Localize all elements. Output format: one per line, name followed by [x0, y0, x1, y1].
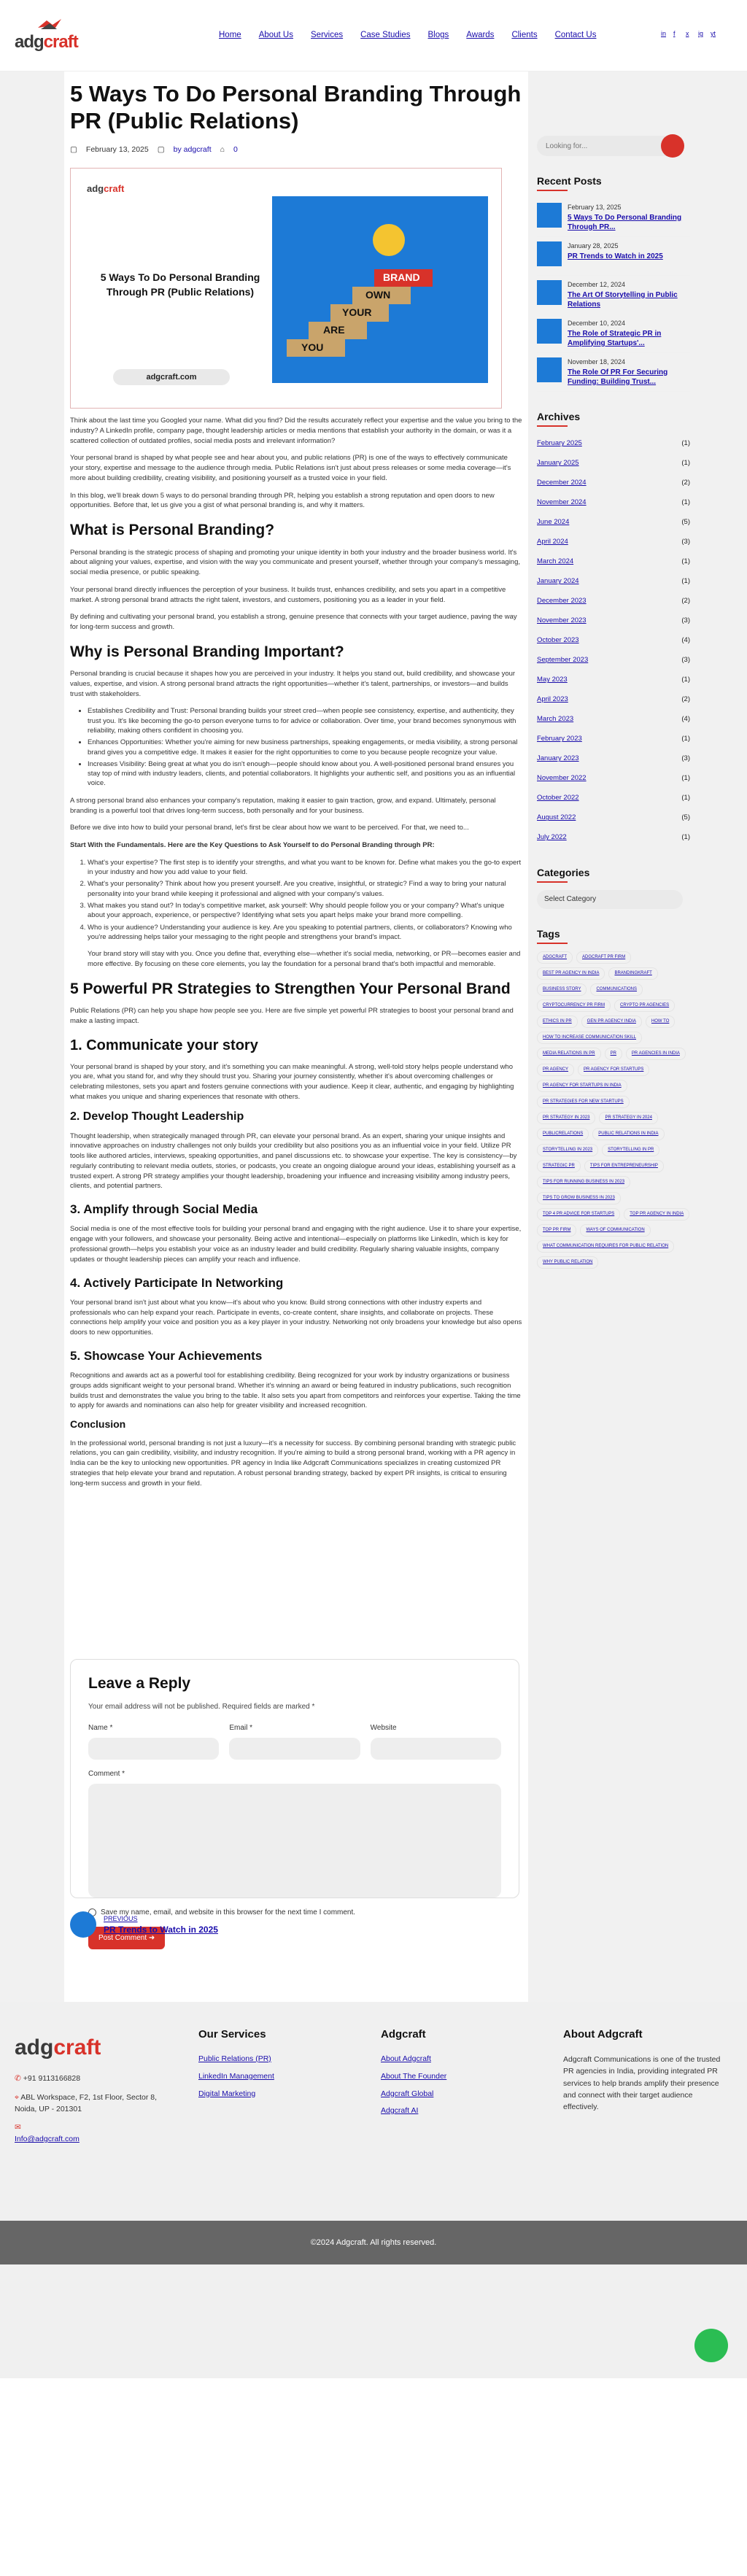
tag-link[interactable]: TIPS TO GROW BUSINESS IN 2023 [537, 1192, 621, 1204]
tag-link[interactable]: WHAT COMMUNICATION REQUIRES FOR PUBLIC RELATION [537, 1240, 674, 1253]
archive-item [537, 808, 690, 828]
tag-link[interactable]: HOW TO [646, 1016, 675, 1028]
heading-why: Why is Personal Branding Important? [70, 643, 344, 660]
recent-post-link[interactable]: The Role Of PR For Securing Funding: Building Trust... [568, 368, 668, 386]
paragraph: Your personal brand isn't just about what you know—it's about who you know. Build strong connections with other industry experts and professionals who can help expand your reach. Participate in events, co-create content, share insights, and collaborate on projects. These connections help amplify your voice and position you as a key player in your industry. Networking not only broadens your knowledge but also opens doors to new opportunities. [70, 1298, 522, 1337]
youtube-icon[interactable]: yt [711, 30, 716, 37]
tag-link[interactable]: WHY PUBLIC RELATION [537, 1256, 598, 1269]
main-nav [219, 29, 596, 42]
tag-link[interactable]: STORYTELLING IN 2023 [537, 1144, 598, 1156]
paragraph: In this blog, we'll break down 5 ways to do personal branding through PR, helping you establish a strong reputation and open doors to new opportunities. Before that, let us give you a gist of what personal branding is, and why it matters. [70, 491, 495, 510]
list-item: • Enhances Opportunities: Whether you're aiming for new business partnerships, speaking engagements, or media visibility, a strong personal brand gives you a competitive edge. It makes it easier for the right opportunities to come to you because people recognize your value. [88, 738, 522, 757]
nav-about[interactable]: About Us [258, 31, 293, 39]
tag-link[interactable]: TOP PR FIRM [537, 1224, 576, 1237]
list-item: • Increases Visibility: Being great at what you do isn't enough—people should know about you. A well-positioned personal brand ensures you stay top of mind with industry leaders, clients, and potential collaborators. It highlights your authentic self, and positions you as an influential voice. [88, 759, 522, 789]
copyright-bar: ©2024 Adgcraft. All rights reserved. [0, 2221, 747, 2264]
paragraph: Thought leadership, when strategically managed through PR, can elevate your personal brand. As an expert, sharing your unique insights and innovative approaches on industry challenges not only builds your credibility but also positions you as an influential voice in your field. Utilize PR tools like authored articles, interviews, speaking opportunities, and panel discussions etc. to showcase your expertise. The key is consistency—by regularly contributing to relevant media outlets, stories, or podcasts, you create an ongoing dialogue around your ideas, establishing yourself as a trusted expert. A strong PR strategy amplifies your thought leadership, broadening your influence and increasing visibility among industry peers, clients, and potential partners. [70, 1132, 517, 1191]
paragraph: In the professional world, personal branding is not just a luxury—it's a necessity for success. By combining personal branding with strategic public relations, you can gain credibility, visibility, and industry recognition. If you're aiming to build a strong personal brand, working with a PR agency in India can be the key to unlocking new opportunities. PR agency in India like Adgcraft Communications specializes in creating customized PR strategies that help elevate your brand and reputation. A robust personal branding strategy, backed by expert PR insights, is critical to ensuring long-term success and growth in your field. [70, 1439, 516, 1488]
services-title: Our Services [198, 2028, 266, 2041]
author-icon: ▢ [157, 145, 165, 155]
recent-post-date: November 18, 2024 [568, 358, 626, 365]
about-text: Adgcraft Communications is one of the trusted PR agencies in India, providing integrated PR services to help brands amplify their presence and connect with their target audience effectively. [563, 2055, 721, 2112]
email-row[interactable] [15, 2122, 160, 2146]
list-item: 3. What makes you stand out? In today's competitive market, ask yourself: Why should people follow you or your company? What's unique about your approach, experience, or perspective? Identifying what sets you apart helps make your brand more compelling. [88, 901, 522, 921]
tag-link[interactable]: TIPS FOR RUNNING BUSINESS IN 2023 [537, 1176, 630, 1188]
step-you: YOU [301, 341, 324, 354]
tag-link[interactable]: PUBLICRELATIONS [537, 1128, 589, 1140]
archive-item [537, 789, 690, 808]
tag-link[interactable]: PR [605, 1048, 622, 1060]
archive-link[interactable]: March 2024 [537, 557, 574, 566]
email-label: Email * [229, 1724, 253, 1733]
archive-link[interactable]: February 2023 [537, 735, 582, 743]
website-label: Website [370, 1724, 397, 1733]
recent-post-link[interactable]: PR Trends to Watch in 2025 [568, 252, 663, 260]
archive-count: (3) [681, 656, 690, 665]
paragraph: Your personal brand directly influences the perception of your business. It builds trust, enhances credibility, and sets you apart in a competitive market. A strong personal brand attracts the right talent, investors, and customers, positioning you as a leader in your field. [70, 585, 506, 604]
post-comment-button[interactable]: Post Comment ➜ [88, 1927, 165, 1949]
tag-link[interactable]: PUBLIC RELATIONS IN INDIA [592, 1128, 664, 1140]
recent-post-date: December 10, 2024 [568, 320, 626, 327]
archive-item [537, 749, 690, 769]
footer-adgcraft [381, 2028, 446, 2123]
archive-item [537, 592, 690, 611]
recent-post-item[interactable] [537, 237, 690, 276]
tag-cloud [537, 951, 690, 1269]
footer-services [198, 2028, 274, 2105]
tag-link[interactable]: ETHICS IN PR [537, 1016, 578, 1028]
nav-case-studies[interactable]: Case Studies [360, 31, 411, 39]
archives-list [537, 434, 690, 848]
nav-services[interactable]: Services [311, 31, 344, 39]
list-item: 4. Who is your audience? Understanding your audience is key. Are you speaking to potential partners, clients, or collaborators? Knowing who you're addressing helps tailor your messaging to the right people and strengthens your brand's impact. [88, 923, 522, 943]
list-item: 2. What's your personality? Think about how you present yourself. Are you creative, insightful, or strategic? Find a way to bring your natural personality into your brand while keeping it professional and aligned with your company's values. [88, 879, 522, 899]
archive-link[interactable]: July 2022 [537, 833, 567, 842]
comment-field[interactable] [88, 1784, 501, 1898]
archive-link[interactable]: May 2023 [537, 676, 568, 684]
archive-link[interactable]: September 2023 [537, 656, 589, 665]
recent-post-link[interactable]: 5 Ways To Do Personal Branding Through PR... [568, 213, 682, 231]
post-title: 5 Ways To Do Personal Branding Through PR (Public Relations) [70, 81, 522, 134]
tags-title: Tags [537, 928, 560, 940]
archive-item [537, 710, 690, 730]
tag-link[interactable]: MEDIA RELATIONS IN PR [537, 1048, 601, 1060]
tag-link[interactable]: STRATEGIC PR [537, 1160, 581, 1172]
archive-item [537, 690, 690, 710]
archive-link[interactable]: January 2025 [537, 459, 579, 468]
paragraph: Recognitions and awards act as a powerful tool for establishing credibility. Being recognized for your work by industry organizations or business groups adds significant weight to your personal brand. Whether it's winning an award or being featured in industry publications, such recognition builds trust and demonstrates the value you bring to the table. It also sets you apart from competitors and reinforces your expertise. Taking the time to apply for awards and nominations can also help for greater visibility and increased recognition. [70, 1372, 521, 1410]
post-body [70, 416, 522, 1488]
name-field[interactable] [88, 1738, 219, 1760]
archive-count: (3) [681, 538, 690, 546]
search-box [537, 136, 683, 156]
paragraph: Think about the last time you Googled your name. What did you find? Did the results accurately reflect your expertise and the value you bring to the industry? A LinkedIn profile, company page, thought leadership articles or media mentions that establish your authority in the domain, or was it a scattered collection of outdated profiles, social media posts and irrelevant information? [70, 417, 522, 445]
feature-logo: adgcraft [87, 183, 125, 195]
step-brand: BRAND [383, 271, 420, 284]
recent-post-link[interactable]: The Art Of Storytelling in Public Relations [568, 290, 678, 309]
strategy-2-heading: 2. Develop Thought Leadership [70, 1110, 244, 1123]
save-info-label: Save my name, email, and website in this browser for the next time I comment. [101, 1908, 356, 1916]
tag-link[interactable]: GEN PR AGENCY INDIA [581, 1016, 642, 1028]
facebook-icon[interactable]: f [673, 30, 676, 37]
archive-link[interactable]: April 2023 [537, 695, 568, 704]
archive-count: (1) [681, 459, 690, 468]
archive-count: (5) [681, 813, 690, 822]
linkedin-icon[interactable]: in [661, 30, 667, 37]
archive-item [537, 730, 690, 749]
nav-blogs[interactable]: Blogs [427, 31, 449, 39]
feature-title: 5 Ways To Do Personal Branding Through PR (Public Relations) [100, 271, 260, 298]
archive-link[interactable]: April 2024 [537, 538, 568, 546]
recent-post-date: February 13, 2025 [568, 204, 622, 211]
strategy-3-heading: 3. Amplify through Social Media [70, 1202, 258, 1217]
recent-post-item[interactable] [537, 353, 690, 392]
post-date: February 13, 2025 [85, 145, 149, 155]
content-wrapper [0, 71, 747, 2002]
tag-link[interactable]: PR AGENCY FOR STARTUPS IN INDIA [537, 1080, 627, 1092]
comment-label: Comment * [88, 1770, 125, 1779]
reply-note: Your email address will not be published. Required fields are marked * [88, 1703, 315, 1711]
feature-site: adgcraft.com [113, 369, 230, 385]
archive-count: (1) [681, 794, 690, 802]
logo-wordmark: adgcraft [15, 32, 78, 52]
archive-count: (4) [681, 715, 690, 724]
calendar-icon: ▢ [70, 145, 77, 155]
archive-count: (1) [681, 577, 690, 586]
tag-link[interactable]: TOP 4 PR ADVICE FOR STARTUPS [537, 1208, 620, 1221]
list-item: 1. What's your expertise? The first step is to identify your strengths, and what you want to be known for. Define what makes you the go-to expert in your industry and how you add value to your field. [88, 858, 522, 878]
why-list [88, 706, 522, 788]
recent-post-item[interactable] [537, 314, 690, 353]
strategy-4-heading: 4. Actively Participate In Networking [70, 1275, 284, 1290]
archive-count: (2) [681, 695, 690, 704]
recent-post-link[interactable]: The Role of Strategic PR in Amplifying Startups'... [568, 329, 662, 347]
tag-link[interactable]: TOP PR AGENCY IN INDIA [624, 1208, 689, 1221]
previous-title[interactable]: PR Trends to Watch in 2025 [104, 1924, 218, 1935]
nav-awards[interactable]: Awards [466, 31, 495, 39]
arrow-right-icon: ➜ [148, 1933, 155, 1942]
paragraph: Public Relations (PR) can help you shape how people see you. Here are five simple yet powerful PR strategies to boost your personal brand and make a lasting impact. [70, 1007, 514, 1025]
nav-contact[interactable]: Contact Us [554, 31, 597, 39]
blog-post [70, 80, 522, 1496]
heading-strategies: 5 Powerful PR Strategies to Strengthen Your Personal Brand [70, 980, 511, 997]
recent-post-item[interactable] [537, 198, 690, 237]
instagram-icon[interactable]: ig [698, 30, 704, 37]
post-thumbnail [537, 357, 562, 382]
nav-clients[interactable]: Clients [511, 31, 538, 39]
main-column [64, 71, 528, 2002]
adgcraft-link[interactable]: Adgcraft Global [381, 2089, 434, 2098]
recent-post-date: December 12, 2024 [568, 281, 626, 288]
archive-item [537, 828, 690, 848]
feature-photo [272, 196, 488, 383]
archive-item [537, 769, 690, 789]
paragraph: Personal branding is the strategic process of shaping and promoting your unique identity in both your industry and the broader business world. It's about aligning your values, expertise, and vision with the way you communicate and present yourself, whether through your company's messaging, social media presence, or public speaking. [70, 548, 521, 577]
tag-link[interactable]: PR STRATEGIES FOR NEW STARTUPS [537, 1096, 630, 1108]
sidebar [537, 71, 690, 1269]
site-footer [0, 2002, 747, 2378]
archive-link[interactable]: January 2024 [537, 577, 579, 586]
archive-link[interactable]: March 2023 [537, 715, 574, 724]
website-field[interactable] [371, 1738, 501, 1760]
archive-item [537, 473, 690, 493]
reply-title: Leave a Reply [88, 1675, 191, 1692]
tag-link[interactable]: HOW TO INCREASE COMMUNICATION SKILL [537, 1032, 642, 1044]
phone-row[interactable]: ✆ +91 9113166828 [15, 2074, 81, 2083]
paragraph: A strong personal brand also enhances your company's reputation, making it easier to gain traction, grow, and expand. Ultimately, personal branding is a powerful tool that drives long-term success, both personally and for your business. [70, 796, 496, 815]
email-link[interactable]: Info@adgcraft.com [15, 2135, 80, 2143]
archive-count: (1) [681, 557, 690, 566]
archive-count: (1) [681, 735, 690, 743]
site-header [0, 0, 747, 71]
heading-what: What is Personal Branding? [70, 522, 275, 539]
paragraph: Before we dive into how to build your personal brand, let's first be clear about how we want to be perceived. For that, we need to... [70, 824, 469, 832]
bird-logo-icon [36, 18, 66, 32]
tag-link[interactable]: PR AGENCY FOR STARTUPS [578, 1064, 649, 1076]
post-meta [70, 144, 522, 156]
archive-item [537, 611, 690, 631]
tag-link[interactable]: BRANDINGKRAFT [608, 967, 657, 980]
footer-contact [15, 2019, 160, 2151]
archives-title: Archives [537, 411, 581, 422]
comment-icon: ⌂ [220, 145, 225, 155]
recent-post-item[interactable] [537, 276, 690, 314]
recent-post-date: January 28, 2025 [568, 242, 619, 250]
archive-count: (1) [681, 498, 690, 507]
adgcraft-link[interactable]: About Adgcraft [381, 2054, 431, 2063]
tag-link[interactable]: ADGCRAFT [537, 951, 573, 964]
archive-item [537, 434, 690, 454]
adgcraft-link[interactable]: Adgcraft AI [381, 2106, 419, 2116]
recent-posts-list [537, 198, 690, 392]
archive-item [537, 513, 690, 533]
archive-item [537, 572, 690, 592]
previous-post-link[interactable] [70, 1911, 218, 1938]
location-icon: ⌖ [15, 2092, 19, 2102]
tag-link[interactable]: STORYTELLING IN PR [602, 1144, 659, 1156]
adgcraft-title: Adgcraft [381, 2028, 426, 2041]
step-your: YOUR [342, 306, 372, 319]
tag-link[interactable]: PR AGENCY [537, 1064, 574, 1076]
archive-count: (1) [681, 774, 690, 783]
archive-link[interactable]: November 2022 [537, 774, 587, 783]
nav-home[interactable]: Home [219, 31, 241, 39]
footer-about [563, 2028, 724, 2113]
stairs-illustration [272, 196, 488, 383]
title-underline [537, 425, 568, 427]
post-thumbnail [537, 280, 562, 305]
categories-title: Categories [537, 867, 590, 878]
tag-link[interactable]: PR STRATEGY IN 2023 [537, 1112, 595, 1124]
tag-link[interactable]: BUSINESS STORY [537, 983, 587, 996]
social-links [661, 29, 718, 38]
tag-link[interactable]: CRYPTO PR AGENCIES [614, 999, 675, 1012]
archive-count: (2) [681, 597, 690, 606]
paragraph: Your personal brand is shaped by what people see and hear about you, and public relations (PR) is one of the ways to effectively communicate your story, expertise and message to the audience through media. Public Relations isn't just about press releases or some media coverage—it's more about building credibility, creating visibility, and positioning yourself as a trusted voice in your field. [70, 454, 511, 482]
comment-count[interactable]: 0 [233, 145, 238, 155]
email-field[interactable] [229, 1738, 360, 1760]
archive-link[interactable]: November 2024 [537, 498, 587, 507]
tag-link[interactable]: COMMUNICATIONS [590, 983, 643, 996]
featured-image [70, 168, 502, 409]
tag-link[interactable]: PR STRATEGY IN 2024 [599, 1112, 657, 1124]
paragraph: Your personal brand is shaped by your story, and it's something you can make meaningful. A strong, well-told story helps people understand who you are, what you stand for, and why they should trust you. Sharing your journey consistently, whether it's about overcoming challenges or celebrating milestones, sets you apart and fosters genuine connections with your audience. Keep it clear, authentic, and engaging by highlighting what makes you unique and sharing experiences that resonate with others. [70, 1062, 514, 1101]
paragraph: Start With the Fundamentals. Here are the Key Questions to Ask Yourself to do Personal Branding through PR: [70, 841, 435, 850]
tag-link[interactable]: TIPS FOR ENTREPRENEURSHIP [584, 1160, 664, 1172]
archive-count: (1) [681, 833, 690, 842]
service-link[interactable]: Digital Marketing [198, 2089, 256, 2098]
title-underline [537, 943, 568, 944]
conclusion-heading: Conclusion [70, 1418, 126, 1431]
archive-link[interactable]: January 2023 [537, 754, 579, 763]
post-author[interactable]: by adgcraft [173, 145, 212, 155]
previous-label: PREVIOUS [104, 1915, 138, 1923]
tag-link[interactable]: BEST PR AGENCY IN INDIA [537, 967, 605, 980]
x-icon[interactable]: x [686, 30, 689, 37]
service-link[interactable]: LinkedIn Management [198, 2071, 274, 2081]
archive-link[interactable]: October 2022 [537, 794, 579, 802]
service-link[interactable]: Public Relations (PR) [198, 2054, 271, 2063]
mail-icon: ✉ [15, 2123, 21, 2132]
strategy-1-heading: 1. Communicate your story [70, 1037, 258, 1053]
archive-item [537, 552, 690, 572]
archive-link[interactable]: October 2023 [537, 636, 579, 645]
archive-link[interactable]: February 2025 [537, 439, 582, 448]
archive-count: (1) [681, 439, 690, 448]
archive-count: (5) [681, 518, 690, 527]
paragraph: Social media is one of the most effective tools for building your personal brand and engaging with the right audience. Use it to share your expertise, engage with your followers, and showcase your personality. Being active and intentional—especially on platforms like LinkedIn, which is key for professional growth—helps you establish your voice as an industry leader and build credibility. Regularly sharing valuable insights, company updates or thought leadership pieces can amplify your reach and influence. [70, 1225, 522, 1264]
strategy-5-heading: 5. Showcase Your Achievements [70, 1348, 263, 1363]
archive-count: (3) [681, 616, 690, 625]
search-button[interactable] [661, 134, 684, 158]
tag-link[interactable]: PR AGENCIES IN INDIA [626, 1048, 686, 1060]
post-thumbnail [537, 241, 562, 266]
archive-item [537, 533, 690, 552]
site-logo[interactable] [15, 18, 80, 54]
tag-link[interactable]: CRYPTOCURRENCY PR FIRM [537, 999, 611, 1012]
step-own: OWN [365, 289, 391, 301]
archive-link[interactable]: November 2023 [537, 616, 587, 625]
archive-item [537, 651, 690, 670]
category-select[interactable]: Select Category [537, 890, 683, 909]
archive-count: (2) [681, 479, 690, 487]
post-thumbnail [537, 203, 562, 228]
archive-count: (3) [681, 754, 690, 763]
step-are: ARE [323, 324, 345, 336]
name-label: Name * [88, 1724, 113, 1733]
previous-post-thumb [70, 1911, 96, 1938]
title-underline [537, 190, 568, 191]
archive-count: (1) [681, 676, 690, 684]
paragraph: Your brand story will stay with you. Once you define that, everything else—whether it's social media, networking, or PR—becomes easier and more effective. By focusing on these core elements, you lay the foundation for a personal brand that's both impactful and memorable. [88, 950, 521, 968]
address-row: ⌖ ABL Workspace, F2, 1st Floor, Sector 8, Noida, UP - 201301 [15, 2092, 158, 2113]
archive-link[interactable]: December 2024 [537, 479, 587, 487]
adgcraft-link[interactable]: About The Founder [381, 2071, 447, 2081]
tag-link[interactable]: WAYS OF COMMUNICATION [580, 1224, 650, 1237]
archive-count: (4) [681, 636, 690, 645]
paragraph: Personal branding is crucial because it shapes how you are perceived in your industry. It helps you stand out, build credibility, and showcase your values, expertise, and vision. A strong personal brand attracts the right opportunities—whether it's talent, partnerships, or investors—and builds trust with stakeholders. [70, 670, 516, 698]
footer-logo[interactable]: adgcraft [15, 2035, 101, 2059]
archive-link[interactable]: August 2022 [537, 813, 576, 822]
whatsapp-icon[interactable] [694, 2329, 728, 2362]
post-thumbnail [537, 319, 562, 344]
archive-link[interactable]: June 2024 [537, 518, 570, 527]
search-input[interactable] [537, 142, 646, 150]
questions-list [88, 858, 522, 942]
about-title: About Adgcraft [563, 2028, 643, 2041]
archive-item [537, 493, 690, 513]
list-item: • Establishes Credibility and Trust: Personal branding builds your street cred—when people see consistency, expertise, and authenticity, they trust you. It's like becoming the go-to person everyone turns to for advice or collaboration. Over time, your brand becomes synonymous with reliability, making others confident in choosing you. [88, 706, 522, 735]
archive-item [537, 631, 690, 651]
recent-posts-title: Recent Posts [537, 175, 602, 187]
archive-item [537, 454, 690, 473]
archive-link[interactable]: December 2023 [537, 597, 587, 606]
paragraph: By defining and cultivating your personal brand, you establish a strong, genuine presence that connects with your target audience, paving the way for long-term success and growth. [70, 613, 517, 632]
phone-icon: ✆ [15, 2074, 21, 2083]
title-underline [537, 881, 568, 883]
tag-link[interactable]: ADGCRAFT PR FIRM [576, 951, 631, 964]
archive-item [537, 670, 690, 690]
